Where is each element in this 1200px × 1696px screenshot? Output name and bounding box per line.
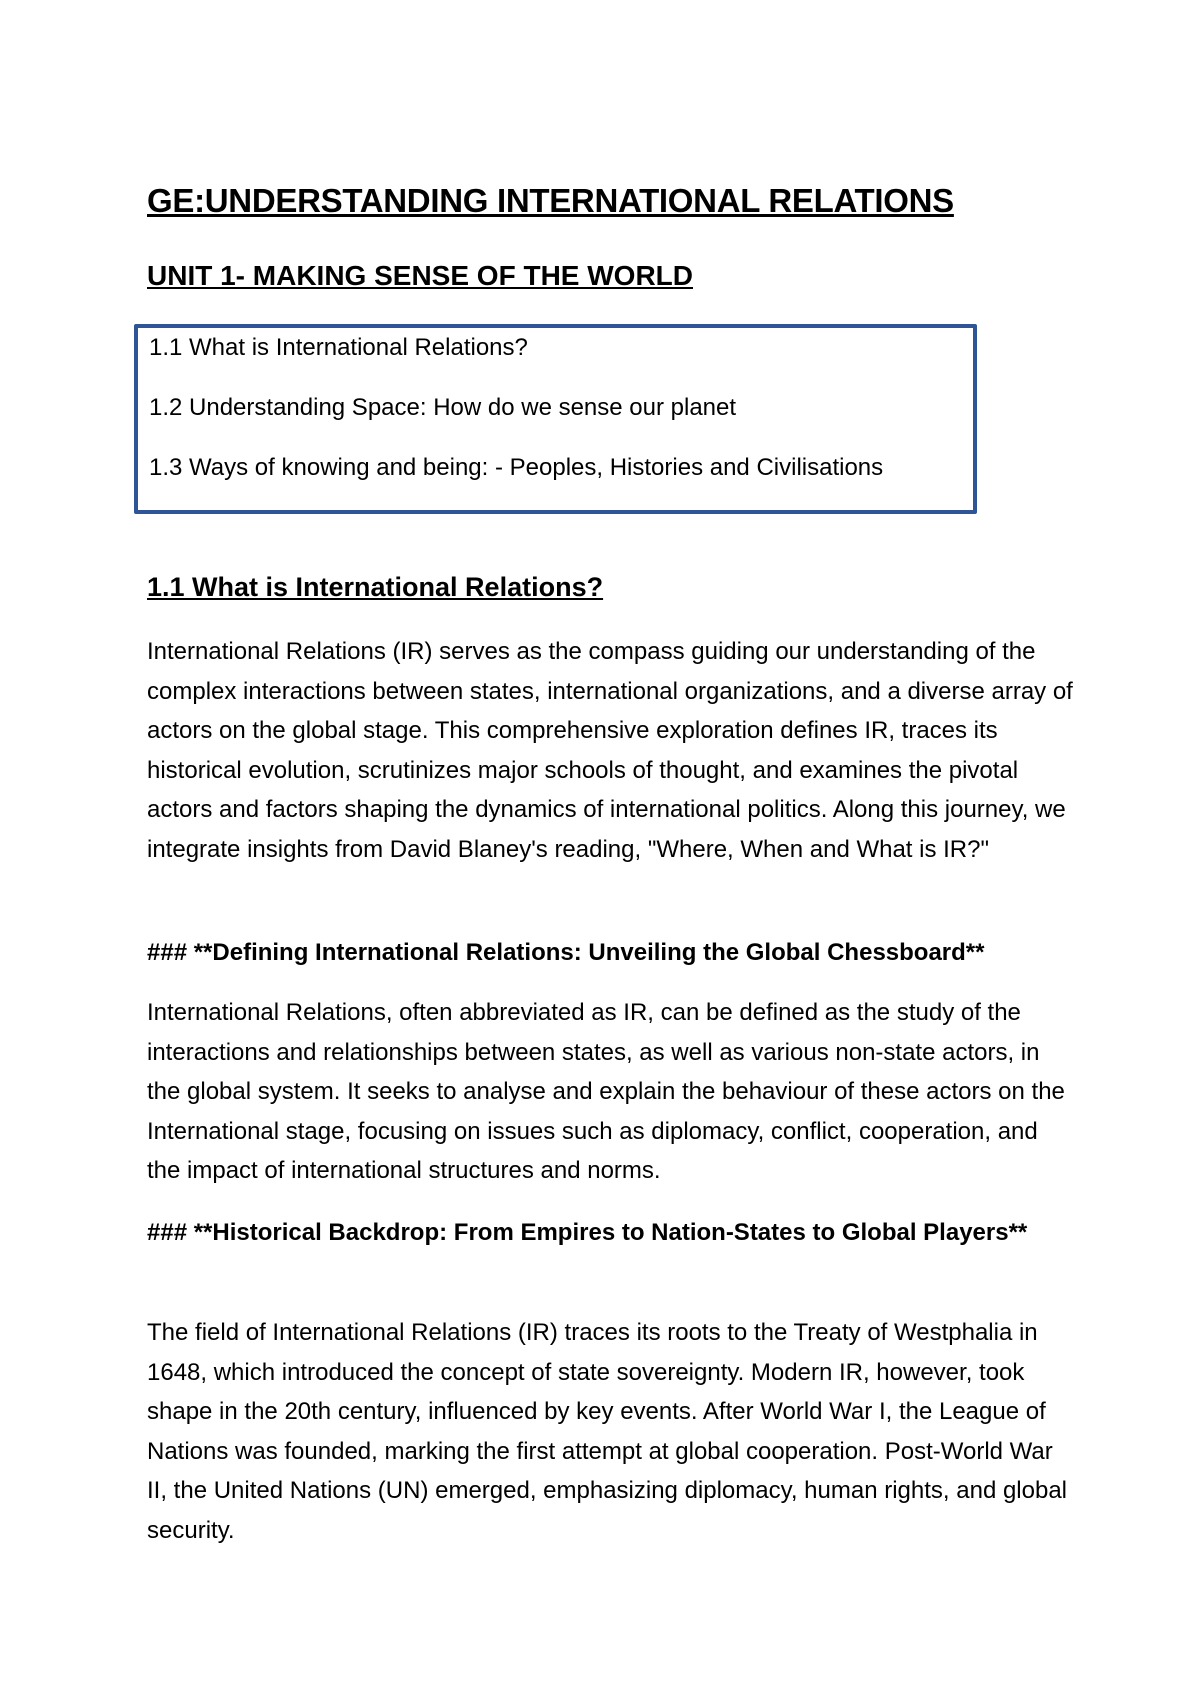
- section-heading: 1.1 What is International Relations?: [147, 572, 604, 602]
- toc-item-1-3: 1.3 Ways of knowing and being: - Peoples, Histories and Civilisations: [149, 454, 884, 481]
- subheading-historical-backdrop: ### **Historical Backdrop: From Empires to Nation-States to Global Players**: [147, 1219, 1028, 1246]
- subheading-defining-ir: ### **Defining International Relations: Unveiling the Global Chessboard**: [147, 939, 985, 966]
- table-of-contents-box: [134, 324, 977, 514]
- toc-item-1-1: 1.1 What is International Relations?: [149, 334, 528, 361]
- document-title: GE:UNDERSTANDING INTERNATIONAL RELATIONS: [147, 182, 954, 219]
- intro-paragraph: International Relations (IR) serves as the compass guiding our understanding of the complex interactions between states, international organizations, and a diverse array of actors on the global stage. This comprehensive exploration defines IR, traces its historical evolution, scrutinizes major schools of thought, and examines the pivotal actors and factors shaping the dynamics of international politics. Along this journey, we integrate insights from David Blaney's reading, "Where, When and What is IR?": [147, 638, 1073, 863]
- toc-item-1-2: 1.2 Understanding Space: How do we sense our planet: [149, 394, 737, 421]
- history-paragraph: The field of International Relations (IR) traces its roots to the Treaty of Westphalia in 1648, which introduced the concept of state sovereignty. Modern IR, however, took shape in the 20th century, influenced by key events. After World War I, the League of Nations was founded, marking the first attempt at global cooperation. Post-World War II, the United Nations (UN) emerged, emphasizing diplomacy, human rights, and global security.: [147, 1319, 1068, 1544]
- unit-title: UNIT 1- MAKING SENSE OF THE WORLD: [147, 260, 693, 291]
- definition-paragraph: International Relations, often abbreviated as IR, can be defined as the study of the interactions and relationships between states, as well as various non-state actors, in the global system. It seeks to analyse and explain the behaviour of these actors on the International stage, focusing on issues such as diplomacy, conflict, cooperation, and the impact of international structures and norms.: [147, 999, 1065, 1184]
